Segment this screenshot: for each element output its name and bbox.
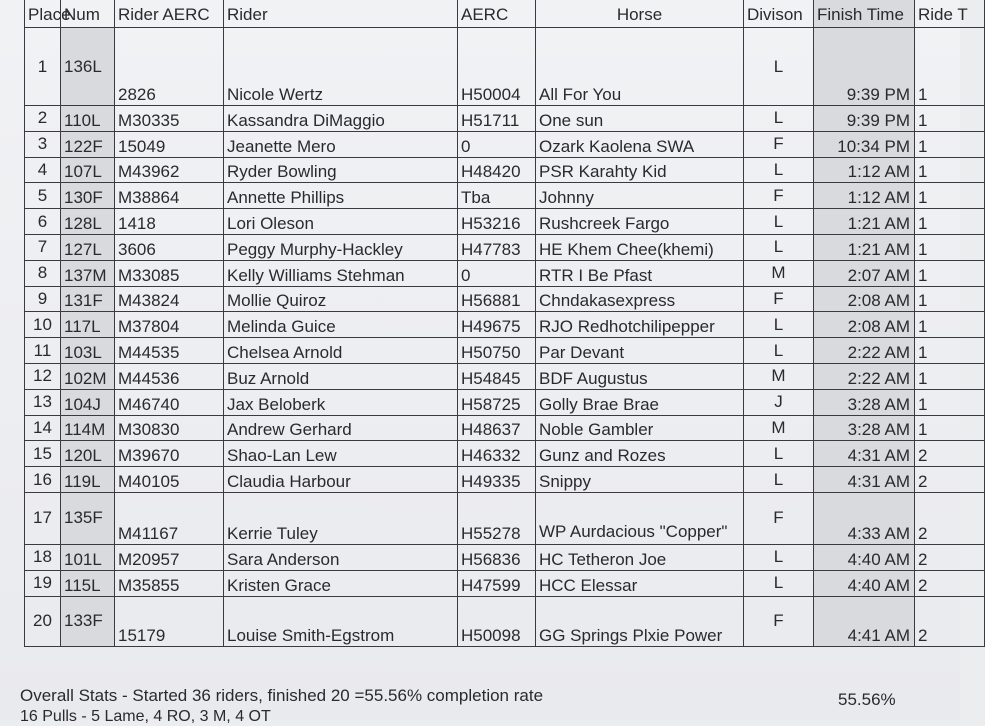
row-horse: Johnny xyxy=(536,183,744,209)
row-rider-aerc: 1418 xyxy=(115,209,224,235)
row-rider-aerc: M30335 xyxy=(115,106,224,132)
row-num: 131F xyxy=(61,286,115,312)
row-ride-time: 1 xyxy=(915,363,985,389)
row-place: 2 xyxy=(25,106,61,132)
row-horse: PSR Karahty Kid xyxy=(536,157,744,183)
row-rider: Kristen Grace xyxy=(224,570,458,596)
row-place: 10 xyxy=(25,312,61,338)
row-num: 135F xyxy=(61,492,115,544)
row-num: 133F xyxy=(61,596,115,646)
row-rider: Lori Oleson xyxy=(224,209,458,235)
header-ride-time: Ride T xyxy=(915,0,985,28)
row-num: 122F xyxy=(61,131,115,157)
row-horse-aerc: H56881 xyxy=(458,286,536,312)
row-finish-time: 4:33 AM xyxy=(814,492,915,544)
row-place: 7 xyxy=(25,234,61,260)
row-ride-time: 1 xyxy=(915,286,985,312)
row-horse: Chndakasexpress xyxy=(536,286,744,312)
row-finish-time: 1:21 AM xyxy=(814,209,915,235)
row-rider-aerc: 15049 xyxy=(115,131,224,157)
row-rider: Buz Arnold xyxy=(224,363,458,389)
row-horse-aerc: H46332 xyxy=(458,441,536,467)
row-division: F xyxy=(744,183,814,209)
row-horse-aerc: H58725 xyxy=(458,389,536,415)
completion-percent: 55.56% xyxy=(838,690,896,709)
table-row xyxy=(25,467,985,493)
row-rider: Annette Phillips xyxy=(224,183,458,209)
table-row xyxy=(25,570,985,596)
row-horse-aerc: H51711 xyxy=(458,106,536,132)
row-horse: HCC Elessar xyxy=(536,570,744,596)
row-place: 15 xyxy=(25,441,61,467)
row-num: 136L xyxy=(61,28,115,106)
row-horse: WP Aurdacious "Copper" xyxy=(536,492,744,544)
row-rider-aerc: M44535 xyxy=(115,338,224,364)
row-rider-aerc: M39670 xyxy=(115,441,224,467)
row-division: L xyxy=(744,209,814,235)
row-division: L xyxy=(744,544,814,570)
row-rider-aerc: M35855 xyxy=(115,570,224,596)
row-division: M xyxy=(744,415,814,441)
table-row xyxy=(25,131,985,157)
row-rider: Melinda Guice xyxy=(224,312,458,338)
row-horse-aerc: 0 xyxy=(458,131,536,157)
row-place: 18 xyxy=(25,544,61,570)
row-ride-time: 2 xyxy=(915,441,985,467)
header-rider: Rider xyxy=(224,0,458,28)
row-finish-time: 2:22 AM xyxy=(814,363,915,389)
row-division: F xyxy=(744,131,814,157)
row-place: 20 xyxy=(25,596,61,646)
row-place: 9 xyxy=(25,286,61,312)
row-division: F xyxy=(744,286,814,312)
row-place: 19 xyxy=(25,570,61,596)
row-horse: Ozark Kaolena SWA xyxy=(536,131,744,157)
row-horse: Snippy xyxy=(536,467,744,493)
row-horse-aerc: Tba xyxy=(458,183,536,209)
row-rider-aerc: M41167 xyxy=(115,492,224,544)
row-division: L xyxy=(744,28,814,106)
table-row xyxy=(25,389,985,415)
row-division: L xyxy=(744,234,814,260)
row-horse: HC Tetheron Joe xyxy=(536,544,744,570)
row-division: F xyxy=(744,492,814,544)
row-ride-time: 2 xyxy=(915,467,985,493)
row-division: L xyxy=(744,157,814,183)
row-rider: Kassandra DiMaggio xyxy=(224,106,458,132)
row-horse-aerc: 0 xyxy=(458,260,536,286)
row-rider: Peggy Murphy-Hackley xyxy=(224,234,458,260)
row-ride-time: 1 xyxy=(915,234,985,260)
row-finish-time: 9:39 PM xyxy=(814,106,915,132)
header-horse-aerc: AERC xyxy=(458,0,536,28)
table-row xyxy=(25,234,985,260)
row-horse: Golly Brae Brae xyxy=(536,389,744,415)
header-num: Num xyxy=(61,0,115,28)
row-division: L xyxy=(744,312,814,338)
row-finish-time: 4:40 AM xyxy=(814,570,915,596)
row-finish-time: 1:12 AM xyxy=(814,183,915,209)
row-rider-aerc: 2826 xyxy=(115,28,224,106)
row-ride-time: 2 xyxy=(915,570,985,596)
row-num: 119L xyxy=(61,467,115,493)
row-num: 128L xyxy=(61,209,115,235)
row-finish-time: 10:34 PM xyxy=(814,131,915,157)
row-place: 16 xyxy=(25,467,61,493)
row-ride-time: 1 xyxy=(915,209,985,235)
row-finish-time: 1:21 AM xyxy=(814,234,915,260)
header-finish-time: Finish Time xyxy=(814,0,915,28)
results-table xyxy=(24,0,985,647)
row-num: 102M xyxy=(61,363,115,389)
row-horse-aerc: H48420 xyxy=(458,157,536,183)
row-horse: GG Springs Plxie Power xyxy=(536,596,744,646)
row-horse-aerc: H50098 xyxy=(458,596,536,646)
row-horse: HE Khem Chee(khemi) xyxy=(536,234,744,260)
row-num: 114M xyxy=(61,415,115,441)
row-finish-time: 1:12 AM xyxy=(814,157,915,183)
row-horse-aerc: H53216 xyxy=(458,209,536,235)
header-horse: Horse xyxy=(536,0,744,28)
row-rider-aerc: M30830 xyxy=(115,415,224,441)
table-row xyxy=(25,157,985,183)
row-num: 107L xyxy=(61,157,115,183)
row-rider: Sara Anderson xyxy=(224,544,458,570)
row-rider-aerc: M46740 xyxy=(115,389,224,415)
header-row xyxy=(25,0,985,28)
row-ride-time: 1 xyxy=(915,106,985,132)
row-horse: Noble Gambler xyxy=(536,415,744,441)
row-horse-aerc: H49335 xyxy=(458,467,536,493)
row-horse: RTR I Be Pfast xyxy=(536,260,744,286)
row-finish-time: 3:28 AM xyxy=(814,415,915,441)
table-row xyxy=(25,338,985,364)
row-horse-aerc: H49675 xyxy=(458,312,536,338)
row-place: 17 xyxy=(25,492,61,544)
row-ride-time: 2 xyxy=(915,544,985,570)
table-row xyxy=(25,106,985,132)
row-ride-time: 2 xyxy=(915,492,985,544)
overall-stats: Overall Stats - Started 36 riders, finished 20 =55.56% completion rate xyxy=(20,686,544,705)
row-finish-time: 2:22 AM xyxy=(814,338,915,364)
row-rider-aerc: 15179 xyxy=(115,596,224,646)
row-division: L xyxy=(744,106,814,132)
row-finish-time: 4:31 AM xyxy=(814,467,915,493)
row-num: 120L xyxy=(61,441,115,467)
table-row xyxy=(25,28,985,106)
row-num: 101L xyxy=(61,544,115,570)
row-horse: Gunz and Rozes xyxy=(536,441,744,467)
row-finish-time: 4:41 AM xyxy=(814,596,915,646)
row-ride-time: 1 xyxy=(915,312,985,338)
row-ride-time: 1 xyxy=(915,183,985,209)
table-row xyxy=(25,415,985,441)
row-rider: Chelsea Arnold xyxy=(224,338,458,364)
row-ride-time: 1 xyxy=(915,131,985,157)
table-row xyxy=(25,596,985,646)
row-rider: Andrew Gerhard xyxy=(224,415,458,441)
row-division: M xyxy=(744,260,814,286)
table-row xyxy=(25,544,985,570)
row-horse-aerc: H55278 xyxy=(458,492,536,544)
table-row xyxy=(25,492,985,544)
row-finish-time: 4:40 AM xyxy=(814,544,915,570)
row-horse-aerc: H47599 xyxy=(458,570,536,596)
row-num: 117L xyxy=(61,312,115,338)
row-place: 13 xyxy=(25,389,61,415)
row-num: 104J xyxy=(61,389,115,415)
row-division: F xyxy=(744,596,814,646)
row-horse: One sun xyxy=(536,106,744,132)
row-finish-time: 2:08 AM xyxy=(814,312,915,338)
row-rider-aerc: M20957 xyxy=(115,544,224,570)
row-place: 14 xyxy=(25,415,61,441)
row-finish-time: 3:28 AM xyxy=(814,389,915,415)
row-place: 6 xyxy=(25,209,61,235)
table-row xyxy=(25,183,985,209)
row-rider: Mollie Quiroz xyxy=(224,286,458,312)
row-horse: Par Devant xyxy=(536,338,744,364)
row-finish-time: 9:39 PM xyxy=(814,28,915,106)
header-place: Place xyxy=(25,0,61,28)
row-horse-aerc: H50004 xyxy=(458,28,536,106)
row-place: 12 xyxy=(25,363,61,389)
table-row xyxy=(25,363,985,389)
row-ride-time: 1 xyxy=(915,389,985,415)
row-rider-aerc: M37804 xyxy=(115,312,224,338)
row-num: 115L xyxy=(61,570,115,596)
row-rider: Claudia Harbour xyxy=(224,467,458,493)
row-num: 103L xyxy=(61,338,115,364)
row-horse: BDF Augustus xyxy=(536,363,744,389)
row-place: 1 xyxy=(25,28,61,106)
row-place: 4 xyxy=(25,157,61,183)
row-num: 110L xyxy=(61,106,115,132)
row-rider: Louise Smith-Egstrom xyxy=(224,596,458,646)
row-horse: All For You xyxy=(536,28,744,106)
row-place: 5 xyxy=(25,183,61,209)
row-rider-aerc: M38864 xyxy=(115,183,224,209)
row-ride-time: 1 xyxy=(915,415,985,441)
row-rider-aerc: 3606 xyxy=(115,234,224,260)
pulls-stats: 16 Pulls - 5 Lame, 4 RO, 3 M, 4 OT xyxy=(20,708,271,725)
table-row xyxy=(25,209,985,235)
row-ride-time: 1 xyxy=(915,338,985,364)
row-rider-aerc: M33085 xyxy=(115,260,224,286)
row-horse-aerc: H48637 xyxy=(458,415,536,441)
row-rider-aerc: M44536 xyxy=(115,363,224,389)
header-rider-aerc: Rider AERC xyxy=(115,0,224,28)
table-row xyxy=(25,260,985,286)
row-division: J xyxy=(744,389,814,415)
table-row xyxy=(25,286,985,312)
row-horse-aerc: H56836 xyxy=(458,544,536,570)
row-horse: RJO Redhotchilipepper xyxy=(536,312,744,338)
row-rider: Nicole Wertz xyxy=(224,28,458,106)
row-rider-aerc: M40105 xyxy=(115,467,224,493)
row-division: L xyxy=(744,570,814,596)
row-horse-aerc: H54845 xyxy=(458,363,536,389)
row-ride-time: 1 xyxy=(915,28,985,106)
row-rider-aerc: M43824 xyxy=(115,286,224,312)
row-division: M xyxy=(744,363,814,389)
row-finish-time: 2:07 AM xyxy=(814,260,915,286)
row-rider: Jeanette Mero xyxy=(224,131,458,157)
row-rider: Kelly Williams Stehman xyxy=(224,260,458,286)
row-division: L xyxy=(744,338,814,364)
row-num: 127L xyxy=(61,234,115,260)
row-place: 8 xyxy=(25,260,61,286)
row-division: L xyxy=(744,467,814,493)
row-num: 137M xyxy=(61,260,115,286)
row-ride-time: 2 xyxy=(915,596,985,646)
row-ride-time: 1 xyxy=(915,260,985,286)
row-ride-time: 1 xyxy=(915,157,985,183)
row-rider: Shao-Lan Lew xyxy=(224,441,458,467)
row-place: 11 xyxy=(25,338,61,364)
row-finish-time: 4:31 AM xyxy=(814,441,915,467)
table-row xyxy=(25,312,985,338)
row-horse-aerc: H47783 xyxy=(458,234,536,260)
row-division: L xyxy=(744,441,814,467)
row-horse: Rushcreek Fargo xyxy=(536,209,744,235)
row-horse-aerc: H50750 xyxy=(458,338,536,364)
row-num: 130F xyxy=(61,183,115,209)
row-rider-aerc: M43962 xyxy=(115,157,224,183)
table-row xyxy=(25,441,985,467)
row-place: 3 xyxy=(25,131,61,157)
row-rider: Jax Beloberk xyxy=(224,389,458,415)
row-finish-time: 2:08 AM xyxy=(814,286,915,312)
header-division: Divison xyxy=(744,0,814,28)
row-rider: Ryder Bowling xyxy=(224,157,458,183)
row-rider: Kerrie Tuley xyxy=(224,492,458,544)
